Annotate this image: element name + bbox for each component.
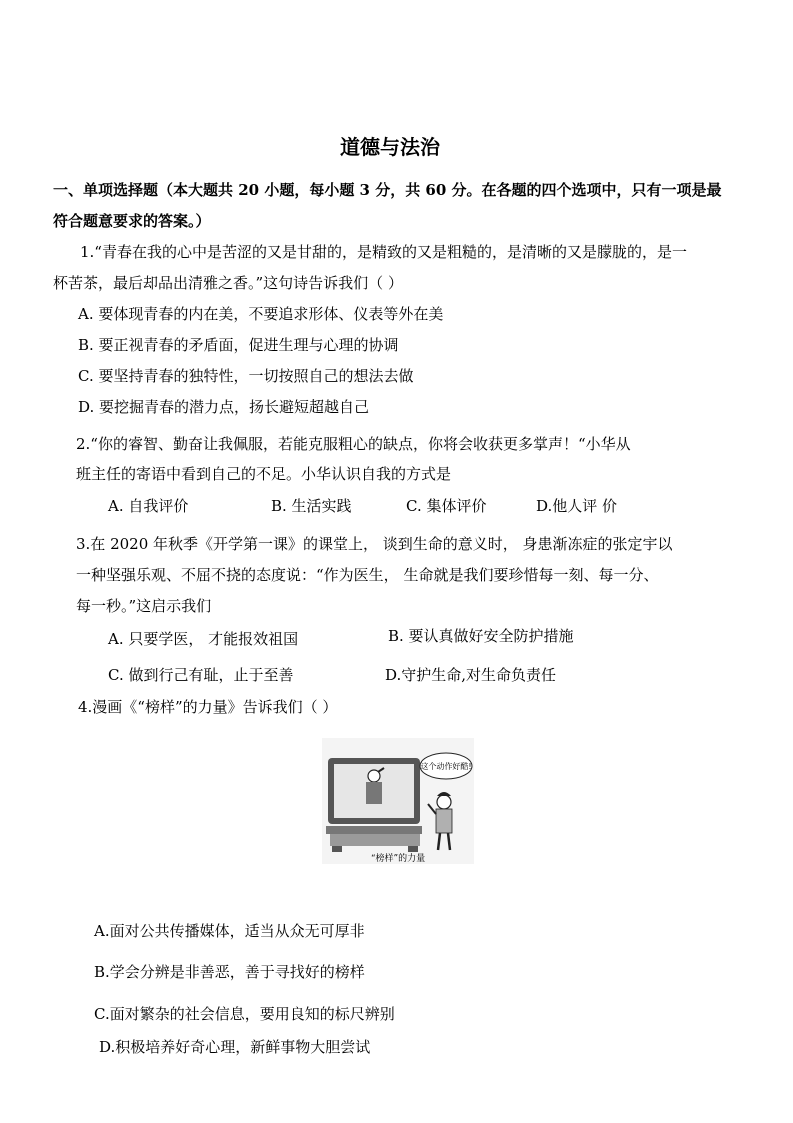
q1-option-b: B. 要正视青春的矛盾面，促进生理与心理的协调	[78, 336, 399, 354]
q4-option-c: C.面对繁杂的社会信息，要用良知的标尺辨别	[94, 1005, 395, 1023]
q1-stem-line2: 杯苦茶，最后却品出清雅之香。”这句诗告诉我们（ ）	[53, 274, 403, 292]
q4-option-d: D.积极培养好奇心理，新鲜事物大胆尝试	[99, 1038, 371, 1056]
q1-option-c: C. 要坚持青春的独特性，一切按照自己的想法去做	[78, 367, 414, 385]
cartoon-figure	[322, 738, 474, 864]
q3-option-d: D.守护生命,对生命负责任	[385, 666, 557, 684]
q3-stem-line3: 每一秒。”这启示我们	[76, 597, 212, 615]
q4-option-b: B.学会分辨是非善恶，善于寻找好的榜样	[94, 963, 365, 981]
q1-stem-line1: 1.“青春在我的心中是苦涩的又是甘甜的，是精致的又是粗糙的，是清晰的又是朦胧的，是一	[80, 243, 687, 261]
page-title: 道德与法治	[340, 135, 440, 159]
q2-option-a: A. 自我评价	[108, 497, 189, 515]
speech-bubble-text: 这个动作好酷!	[420, 762, 472, 771]
section-heading-line1: 一、单项选择题（本大题共 20 小题，每小题 3 分，共 60 分。在各题的四个选项中，只有一项是最	[53, 181, 722, 199]
q3-option-b: B. 要认真做好安全防护措施	[388, 627, 574, 645]
q4-option-a: A.面对公共传播媒体，适当从众无可厚非	[94, 922, 365, 940]
q2-option-d: D.他人评 价	[536, 497, 618, 515]
q1-option-a: A. 要体现青春的内在美，不要追求形体、仪表等外在美	[78, 305, 444, 323]
section-heading-line2: 符合题意要求的答案。）	[53, 212, 211, 230]
cartoon-caption: “榜样”的力量	[370, 854, 426, 864]
q4-stem: 4.漫画《“榜样”的力量》告诉我们（ ）	[78, 698, 338, 716]
q3-option-a: A. 只要学医， 才能报效祖国	[108, 630, 299, 648]
q3-option-c: C. 做到行己有耻，止于至善	[108, 666, 294, 684]
q3-stem-line1: 3.在 2020 年秋季《开学第一课》的课堂上， 谈到生命的意义时， 身患渐冻症的张定宇以	[76, 535, 673, 553]
cartoon-illustration	[322, 738, 474, 864]
q2-option-c: C. 集体评价	[406, 497, 487, 515]
q1-option-d: D. 要挖掘青春的潜力点，扬长避短超越自己	[78, 398, 370, 416]
q3-stem-line2: 一种坚强乐观、不屈不挠的态度说：“作为医生， 生命就是我们要珍惜每一刻、每一分、	[76, 566, 659, 584]
q2-stem-line2: 班主任的寄语中看到自己的不足。小华认识自我的方式是	[76, 465, 452, 483]
q2-option-b: B. 生活实践	[271, 497, 352, 515]
q2-stem-line1: 2.“你的睿智、勤奋让我佩服，若能克服粗心的缺点，你将会收获更多掌声！“小华从	[76, 435, 631, 453]
